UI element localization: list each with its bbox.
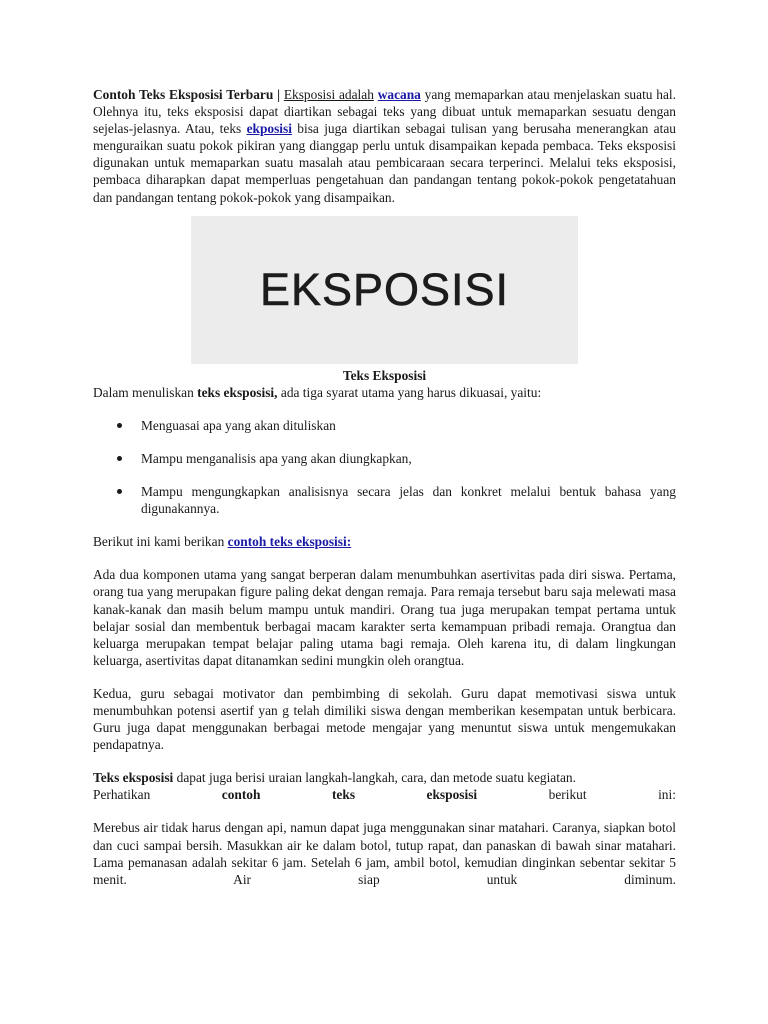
syarat-list [93, 417, 676, 517]
definition-underlined: Eksposisi adalah [283, 87, 374, 102]
syarat-paragraph [93, 384, 676, 401]
image-caption: Teks Eksposisi [342, 367, 427, 383]
intro-text-2: bisa juga diartikan sebagai tulisan yang berusaha menerangkan atau menguraikan suatu pokok pikiran yang dianggap perlu untuk disampaikan kepada pembaca. Teks eksposisi digunakan untuk memaparkan suatu masalah atau pembicaraan secara terperinci. Melalui teks eksposisi, pembaca diharapkan dapat memperluas pengetahuan dan pandangan tentang pokok-pokok pengetatahuan dan pandangan tentang pokok-pokok yang disampaikan. [93, 121, 676, 205]
intro-text-1: yang memaparkan atau menjelaskan suatu hal. Olehnya itu, teks eksposisi dapat diartikan sebagai teks yang dibuat untuk memaparkan sesuatu dengan sejelas-jelasnya. Atau, teks [93, 87, 676, 137]
list-item: Mampu mengungkapkan analisisnya secara jelas dan konkret melalui bentuk bahasa yang digunakannya. [93, 483, 676, 517]
berikut-lead: Berikut ini kami berikan [93, 534, 225, 550]
link-contoh-teks-eksposisi[interactable]: contoh teks eksposisi: [227, 534, 352, 550]
syarat-tail: ada tiga syarat utama yang harus dikuasai, yaitu: [280, 384, 542, 400]
langkah-bold: Teks eksposisi [93, 770, 174, 786]
word-teks: teks [331, 787, 356, 803]
word-contoh: contoh [221, 787, 261, 803]
link-ekposisi[interactable]: ekposisi [246, 121, 292, 137]
eksposisi-image [191, 216, 578, 364]
word-perhatikan: Perhatikan [93, 787, 151, 803]
berikut-paragraph [93, 533, 676, 550]
paragraph-kedua: Kedua, guru sebagai motivator dan pembimbing di sekolah. Guru dapat memotivasi siswa untuk menumbuhkan potensi asertif yan g telah dimiliki siswa dengan memberikan kesempatan untuk berbicara. Guru juga dapat menggunakan berbagai metode mengajar yang menuntut siswa untuk mengemukakan pendapatnya. [93, 685, 676, 753]
syarat-bold: teks eksposisi, [197, 384, 278, 400]
word-ini: ini: [658, 787, 676, 803]
document-body [93, 86, 676, 888]
list-item: Menguasai apa yang akan dituliskan [93, 417, 676, 434]
image-word: EKSPOSISI [259, 264, 510, 316]
word-berikut: berikut [548, 787, 587, 803]
article-title: Contoh Teks Eksposisi Terbaru | [93, 87, 281, 102]
langkah-text: dapat juga berisi uraian langkah-langkah, cara, dan metode suatu kegiatan. [176, 770, 576, 786]
link-wacana[interactable]: wacana [377, 87, 421, 102]
word-eksposisi: eksposisi [426, 787, 478, 803]
list-item: Mampu menganalisis apa yang akan diungkapkan, [93, 450, 676, 467]
intro-paragraph [93, 86, 676, 206]
langkah-paragraph [93, 769, 676, 786]
syarat-lead: Dalam menuliskan [93, 384, 194, 400]
langkah-line-2 [93, 786, 676, 803]
merebus-paragraph: Merebus air tidak harus dengan api, namun dapat juga menggunakan sinar matahari. Caranya, siapkan botol dan cuci sampai bersih. Masukkan air ke dalam botol, tutup rapat, dan panaskan di bawah sinar matahari. Lama pemanasan adalah sekitar 6 jam. Setelah 6 jam, ambil botol, kemudian dinginkan sebentar sekitar 5 menit. Air siap untuk diminum. [93, 820, 676, 887]
paragraph-pertama: Ada dua komponen utama yang sangat berperan dalam menumbuhkan asertivitas pada diri siswa. Pertama, orang tua yang merupakan figure paling dekat dengan remaja. Para remaja tersebut baru saja melewati masa kanak-kanak dan masih belum mampu untuk mandiri. Orang tua juga merupakan tempat pertama untuk belajar sosial dan membentuk berbagai macam karakter serta kemampuan pribadi remaja. Orangtua dan keluarga merupakan tempat belajar paling utama bagi remaja. Oleh karena itu, di dalam lingkungan keluarga, asertivitas dapat ditanamkan sedini mungkin oleh orangtua. [93, 567, 676, 668]
